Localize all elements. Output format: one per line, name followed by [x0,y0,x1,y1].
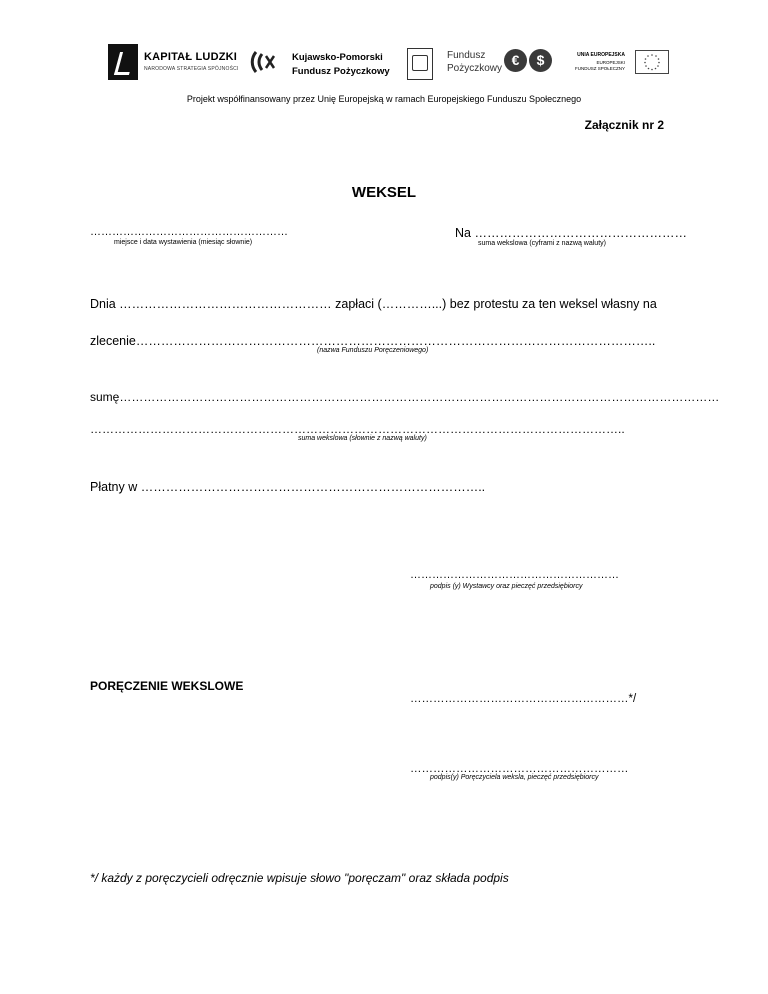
cofinance-note: Projekt współfinansowany przez Unię Europejską w ramach Europejskiego Funduszu Społecznego [186,94,582,104]
platny-line[interactable]: Płatny w ……………………………………………………………………….. [90,480,486,494]
fundusz-pozyczkowy-logo [407,48,557,82]
guarantee-heading: PORĘCZENIE WEKSLOWE [90,679,244,693]
attachment-label: Załącznik nr 2 [584,118,664,132]
place-date-line[interactable]: ……………………………………………… [90,226,288,238]
place-date-caption: miejsce i data wystawienia (miesiąc słownie) [114,239,253,246]
kapital-ludzki-title: KAPITAŁ LUDZKI [144,51,238,63]
kp-line1: Kujawsko-Pomorski [292,52,383,63]
sum-figures-caption: suma wekslowa (cyframi z nazwą waluty) [478,240,606,247]
zlecenie-line[interactable]: zlecenie…………………………………………………………………………………………………………….. [90,334,656,348]
eu-line3: FUNDUSZ SPOŁECZNY [574,66,625,71]
unia-europejska-logo [565,48,675,82]
eu-line1: UNIA EUROPEJSKA [577,52,625,58]
euro-coin-icon: € [504,49,527,72]
dollar-coin-icon: $ [529,49,552,72]
document-title: WEKSEL [351,184,417,201]
footnote: */ każdy z poręczycieli odręcznie wpisuje słowo "poręczam" oraz składa podpis [90,871,509,885]
fp-line1: Fundusz [447,50,486,61]
kapital-ludzki-emblem-icon [108,44,138,80]
kp-line2: Fundusz Pożyczkowy [292,66,390,77]
kujawsko-pomorski-logo [250,48,400,82]
sume-line[interactable]: sumę…………………………………………………………………………………………………………………………………… [90,390,720,404]
sume-caption: suma wekslowa (słownie z nazwą waluty) [298,435,427,442]
kapital-ludzki-subtitle: NARODOWA STRATEGIA SPÓJNOŚCI [144,66,239,72]
sume-line-2[interactable]: …………………………………………………………………………………………………………………….. [90,422,625,436]
eu-flag-icon [635,50,669,74]
kapital-ludzki-logo [108,44,248,84]
dnia-line[interactable]: Dnia …………………………………………… zapłaci (…………...) bez protestu za ten weksel własny na [90,297,657,311]
fp-line2: Pożyczkowy [447,63,503,74]
issuer-signature-line[interactable]: ………………………………………………… [410,569,619,581]
guarantor-signature-caption: podpis(y) Poręczyciela weksla, pieczęć przedsiębiorcy [430,774,599,781]
sum-figures-line[interactable]: Na …………………………………………… [455,226,687,240]
eu-line2: EUROPEJSKI [596,60,625,65]
guarantor-signature-line[interactable]: ………………………………………………… [410,763,629,775]
kp-swirl-icon [250,48,278,76]
guarantee-line[interactable]: …………………………………………………*/ [410,693,637,705]
fp-emblem-icon [407,48,433,80]
issuer-signature-caption: podpis (y) Wystawcy oraz pieczęć przedsiębiorcy [430,583,583,590]
zlecenie-caption: (nazwa Funduszu Poręczeniowego) [317,347,429,354]
